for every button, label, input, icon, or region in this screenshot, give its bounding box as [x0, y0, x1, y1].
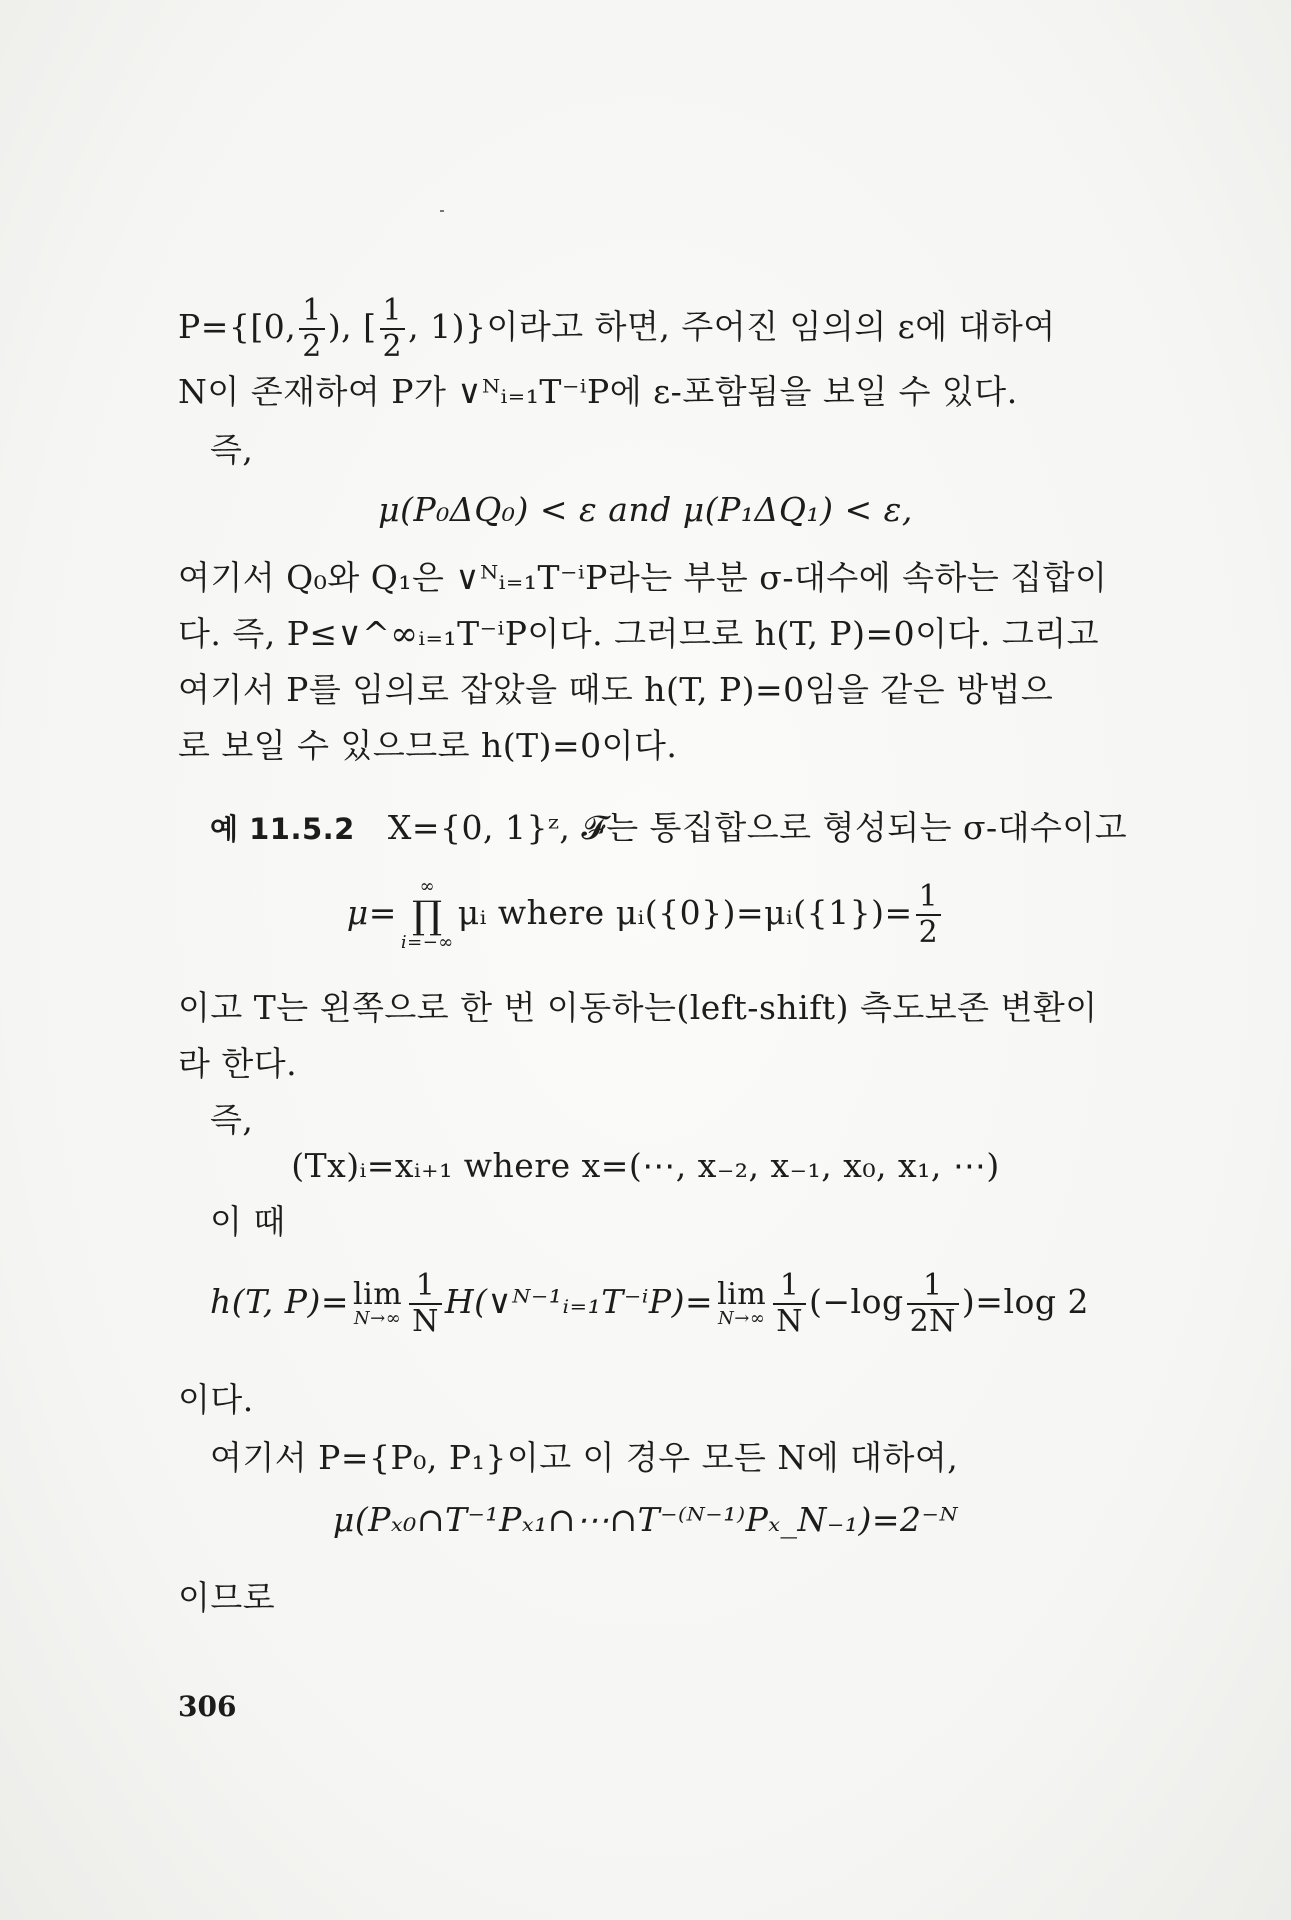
paragraph-5-line-1: 이다. — [178, 1380, 254, 1419]
fraction: $\frac{1}{2}$ — [916, 882, 942, 948]
equation-4 — [210, 1262, 1151, 1342]
fraction: $\frac{1}{N}$ — [773, 1271, 806, 1337]
paragraph-4: 이 때 — [210, 1202, 286, 1241]
equation-2 — [0, 868, 1291, 958]
fraction: $\frac{1}{N}$ — [409, 1271, 442, 1337]
math-text: P={[0, — [178, 307, 297, 346]
page-number: 306 — [178, 1690, 237, 1723]
paragraph-6: 이므로 — [178, 1578, 276, 1617]
body-text: , 1)}이라고 하면, 주어진 임의의 ε에 대하여 — [408, 307, 1056, 346]
paragraph-2-line-3: 여기서 P를 임의로 잡았을 때도 h(T, P)=0임을 같은 방법으 — [178, 670, 1054, 709]
paper-speck — [440, 210, 444, 212]
fraction: $\frac{1}{2N}$ — [907, 1271, 959, 1337]
paragraph-2-line-1: 여기서 Q₀와 Q₁은 ∨ᴺᵢ₌₁T⁻ⁱP라는 부분 σ-대수에 속하는 집합이 — [178, 558, 1108, 597]
paragraph-2-line-4: 로 보일 수 있으므로 h(T)=0이다. — [178, 726, 678, 765]
math-text: )=log 2 — [961, 1282, 1089, 1321]
paragraph-3-line-1: 이고 T는 왼쪽으로 한 번 이동하는(left-shift) 측도보존 변환이 — [178, 988, 1098, 1027]
paragraph-3-line-2: 라 한다. — [178, 1044, 298, 1083]
product-operator: ∞ ∏ i=−∞ — [400, 876, 454, 953]
math-text: (−log — [809, 1282, 904, 1321]
example-text: X={0, 1}ᶻ, 𝓕는 통집합으로 형성되는 σ-대수이고 — [387, 808, 1128, 847]
equation-5: μ(Pₓ₀∩T⁻¹Pₓ₁∩⋯∩T⁻⁽ᴺ⁻¹⁾Pₓ_N₋₁)=2⁻ᴺ — [332, 1500, 959, 1539]
paragraph-line-1 — [178, 293, 1151, 364]
equation-3: (Tx)ᵢ=xᵢ₊₁ where x=(⋯, x₋₂, x₋₁, x₀, x₁, ⋯) — [291, 1146, 1000, 1185]
paragraph-line-3: 즉, — [210, 430, 254, 469]
paragraph-3-line-3: 즉, — [210, 1100, 254, 1139]
example-label: 예 11.5.2 — [210, 812, 355, 846]
math-text: μ= — [346, 893, 397, 932]
fraction: $\frac{1}{2}$ — [299, 296, 325, 362]
limit-operator: lim N→∞ — [717, 1277, 767, 1329]
equation-1: μ(P₀ΔQ₀) < ε and μ(P₁ΔQ₁) < ε, — [378, 490, 913, 529]
math-text: μᵢ where μᵢ({0})=μᵢ({1})= — [457, 893, 913, 932]
fraction: $\frac{1}{2}$ — [380, 296, 406, 362]
math-text: h(T, P)= — [210, 1282, 349, 1321]
math-text: ), [ — [327, 307, 377, 346]
math-text: H(∨ᴺ⁻¹ᵢ₌₁T⁻ⁱP)= — [444, 1282, 714, 1321]
limit-operator: lim N→∞ — [353, 1277, 403, 1329]
paragraph-5-line-2: 여기서 P={P₀, P₁}이고 이 경우 모든 N에 대하여, — [210, 1438, 959, 1477]
example-heading — [210, 806, 1151, 851]
paragraph-2-line-2: 다. 즉, P≤∨^∞ᵢ₌₁T⁻ⁱP이다. 그러므로 h(T, P)=0이다. 그리고 — [178, 614, 1100, 653]
paragraph-line-2: N이 존재하여 P가 ∨ᴺᵢ₌₁T⁻ⁱP에 ε-포함됨을 보일 수 있다. — [178, 372, 1018, 411]
